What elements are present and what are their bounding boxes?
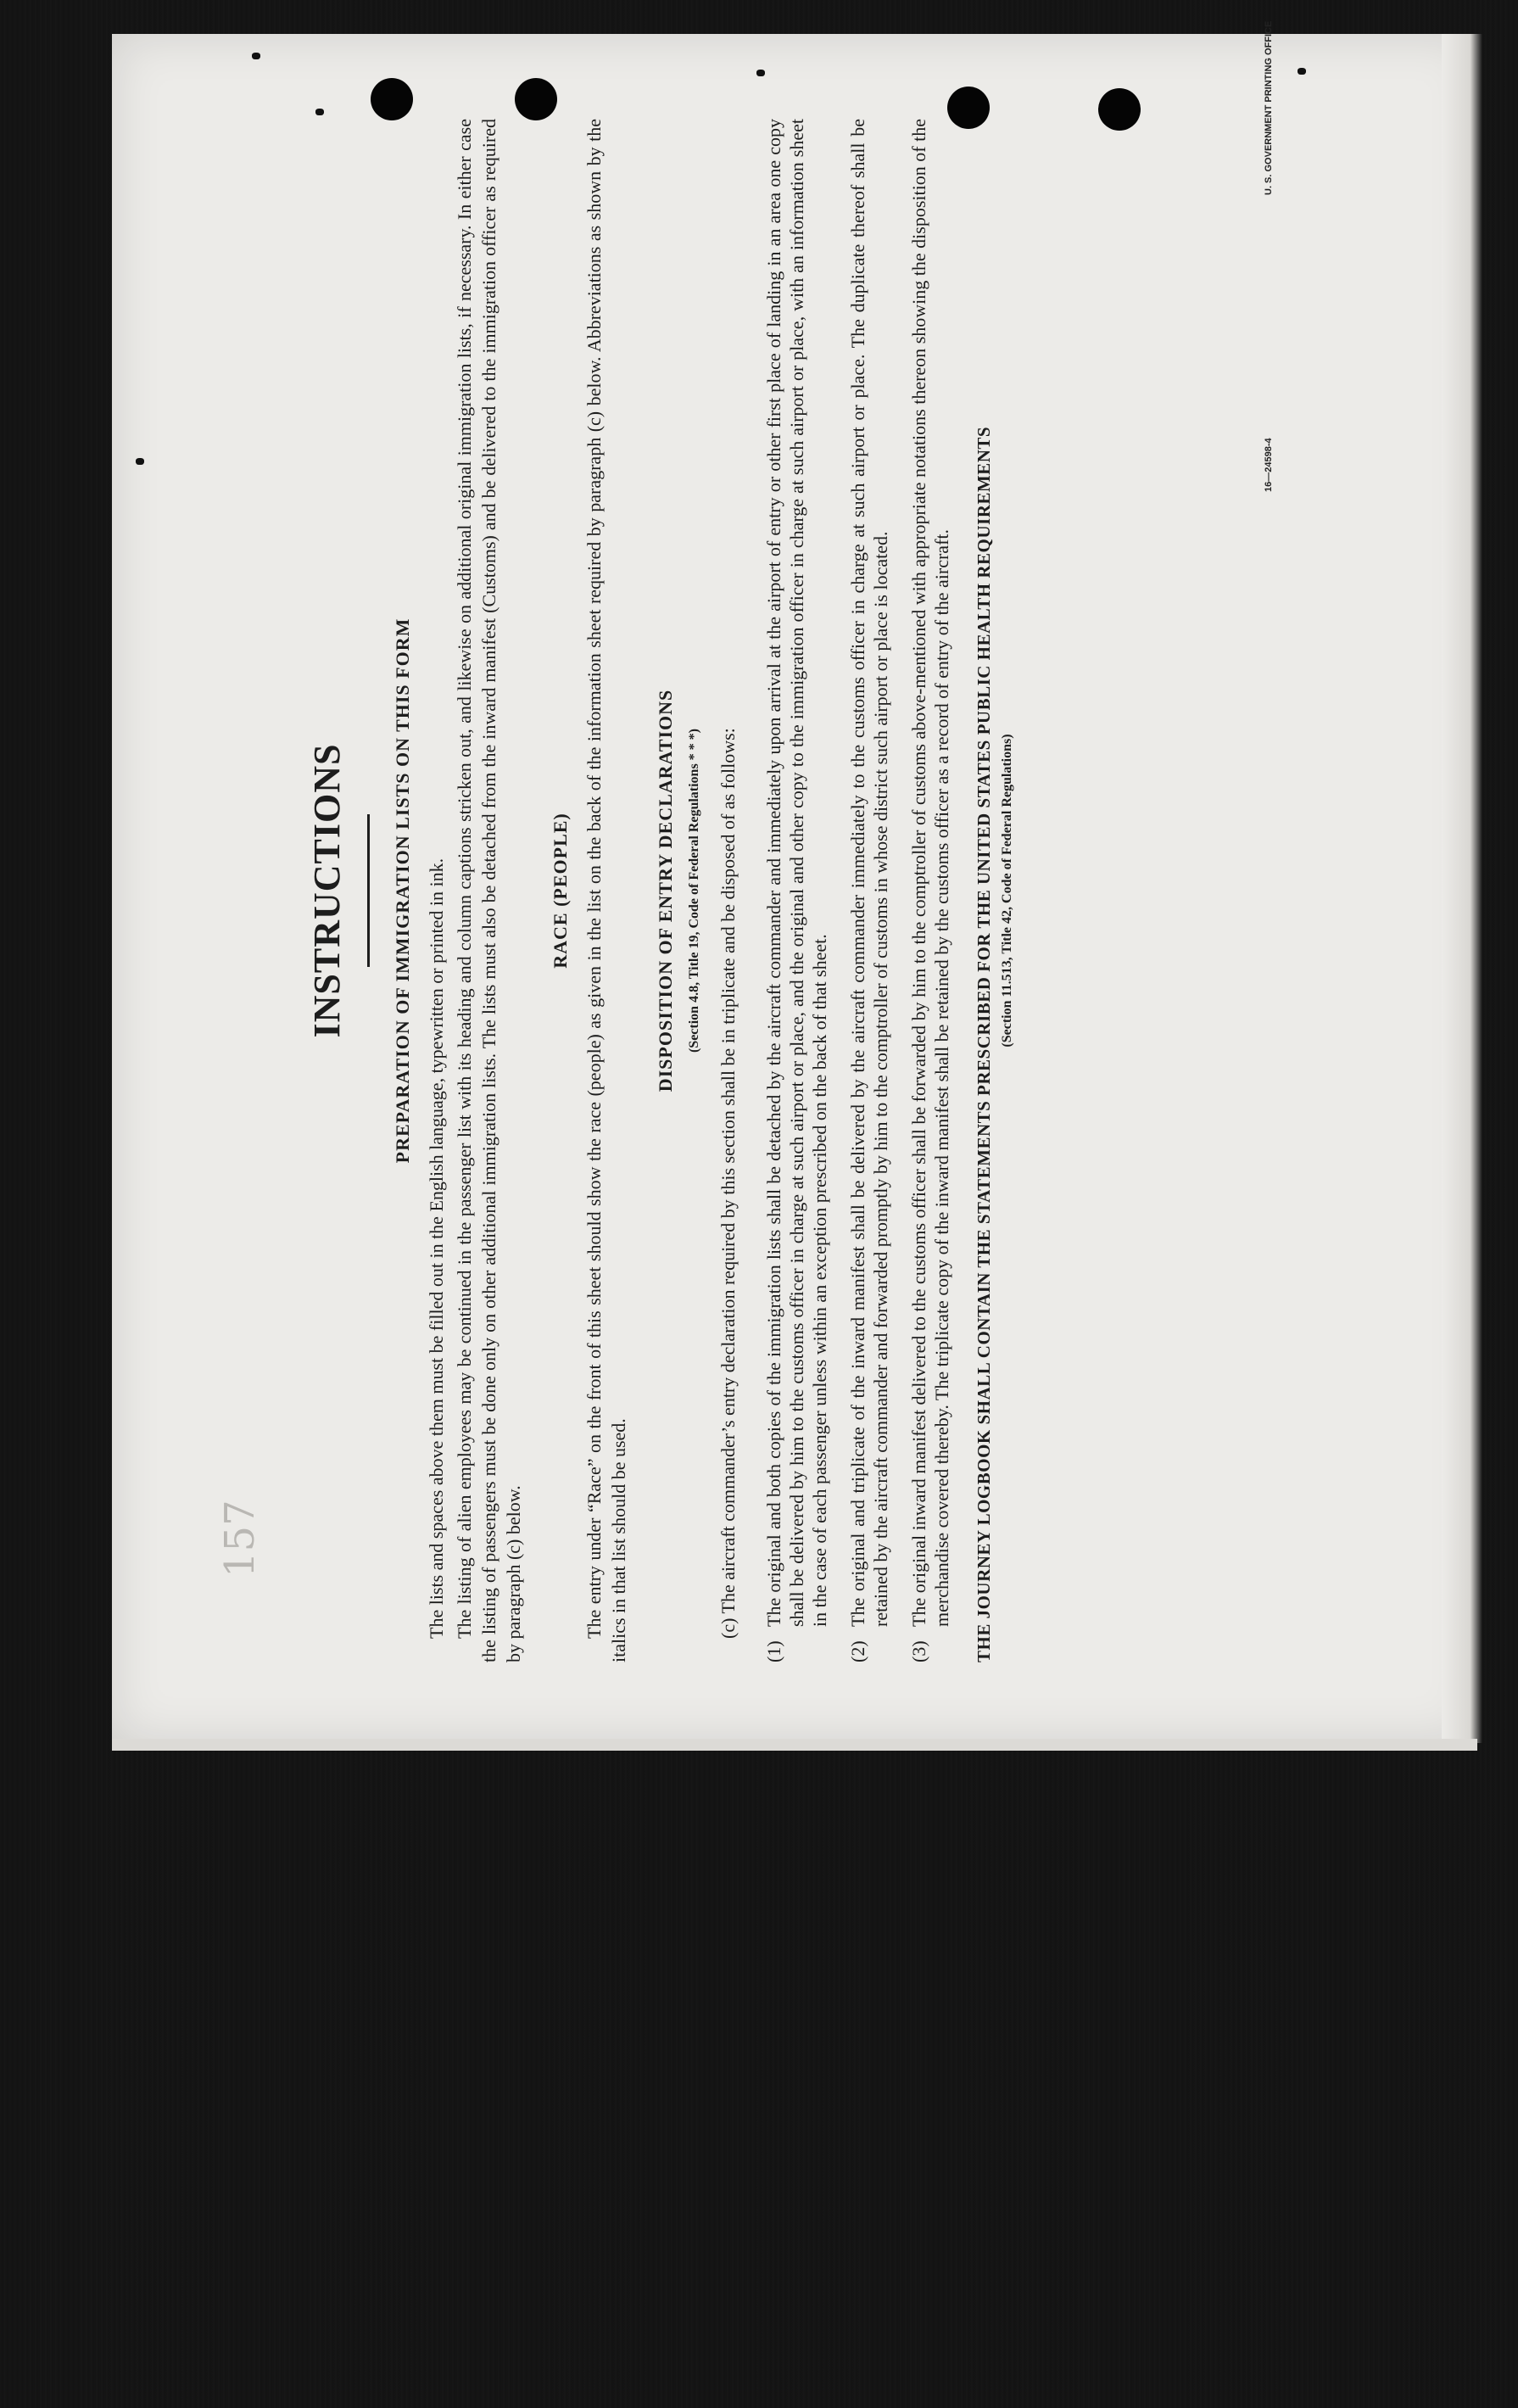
printer-imprint: U. S. GOVERNMENT PRINTING OFFICE bbox=[1264, 20, 1274, 195]
disposition-item bbox=[846, 119, 892, 1662]
instructions-text-block bbox=[305, 119, 1408, 1662]
page-title: INSTRUCTIONS bbox=[306, 743, 348, 1038]
form-number: 16—24598-4 bbox=[1264, 438, 1274, 492]
item-number: (1) bbox=[763, 1640, 784, 1662]
staple-mark bbox=[136, 458, 144, 465]
staple-mark bbox=[315, 109, 324, 115]
health-requirements-citation: (Section 11.513, Title 42, Code of Federal Regulations) bbox=[1000, 734, 1014, 1048]
punch-hole bbox=[515, 78, 557, 120]
race-paragraph: The entry under “Race” on the front of this sheet should show the race (people) as given in the list on the back of the information sheet required by paragraph (c) below. Abbreviations as shown by the italics in that list should be used. bbox=[583, 119, 629, 1662]
item-number: (3) bbox=[908, 1640, 929, 1662]
page-torn-edge bbox=[1442, 34, 1482, 1743]
staple-mark bbox=[252, 53, 260, 59]
page-bottom-edge bbox=[112, 1739, 1477, 1751]
punch-hole bbox=[371, 78, 413, 120]
staple-mark bbox=[756, 70, 765, 76]
item-text: The original and both copies of the immigration lists shall be detached by the aircraft commander and immediately upon arrival at the airport of entry or other first place of landing in an area one copy shall be delivered by him to the customs officer in charge at such airport or place, and the original and other copy to the immigration officer in charge at such airport or place, with an information sheet in the case of each passenger unless within an exception prescribed on the back of that sheet. bbox=[763, 119, 830, 1627]
race-heading: RACE (PEOPLE) bbox=[550, 813, 571, 969]
item-number: (2) bbox=[847, 1640, 868, 1662]
item-text: The original and triplicate of the inward manifest shall be delivered by the aircraft commander immediately to the customs officer in charge at such airport or place. The duplicate thereof shall be retained by the aircraft commander and forwarded promptly by him to the comptroller of customs in whose district such airport or place is located. bbox=[847, 119, 891, 1627]
preparation-paragraph-2: The listing of alien employees may be continued in the passenger list with its heading and column captions stricken out, and likewise on additional original immigration lists, if necessary. In either case the listing of passengers must be done only on other additional immigration lists. The lists must also be detached from the inward manifest (Customs) and be delivered to the immigration officer as required by paragraph (c) below. bbox=[454, 119, 524, 1662]
pencil-annotation: 157 bbox=[216, 1500, 264, 1578]
preparation-paragraph-1: The lists and spaces above them must be filled out in the English language, typewritten or printed in ink. bbox=[426, 858, 447, 1639]
disposition-citation: (Section 4.8, Title 19, Code of Federal Regulations * * *) bbox=[687, 728, 701, 1053]
disposition-item bbox=[762, 119, 831, 1662]
title-divider bbox=[367, 814, 370, 967]
health-requirements-statement: THE JOURNEY LOGBOOK SHALL CONTAIN THE STATEMENTS PRESCRIBED FOR THE UNITED STATES PUBLIC HEALTH REQUIREMENTS bbox=[974, 426, 994, 1662]
disposition-heading: DISPOSITION OF ENTRY DECLARATIONS bbox=[655, 689, 676, 1092]
staple-mark bbox=[1298, 68, 1306, 75]
preparation-heading: PREPARATION OF IMMIGRATION LISTS ON THIS FORM bbox=[392, 617, 413, 1164]
item-text: The original inward manifest delivered to the customs officer shall be forwarded by him to the comptroller of customs above-mentioned with appropriate notations thereon showing the disposition of the merchandise covered thereby. The triplicate copy of the inward manifest shall be retained by the customs officer as a record of entry of the aircraft. bbox=[908, 119, 952, 1627]
disposition-item bbox=[907, 119, 953, 1662]
disposition-lead: (c) The aircraft commander’s entry declaration required by this section shall be in triplicate and be disposed of as follows: bbox=[717, 728, 739, 1639]
